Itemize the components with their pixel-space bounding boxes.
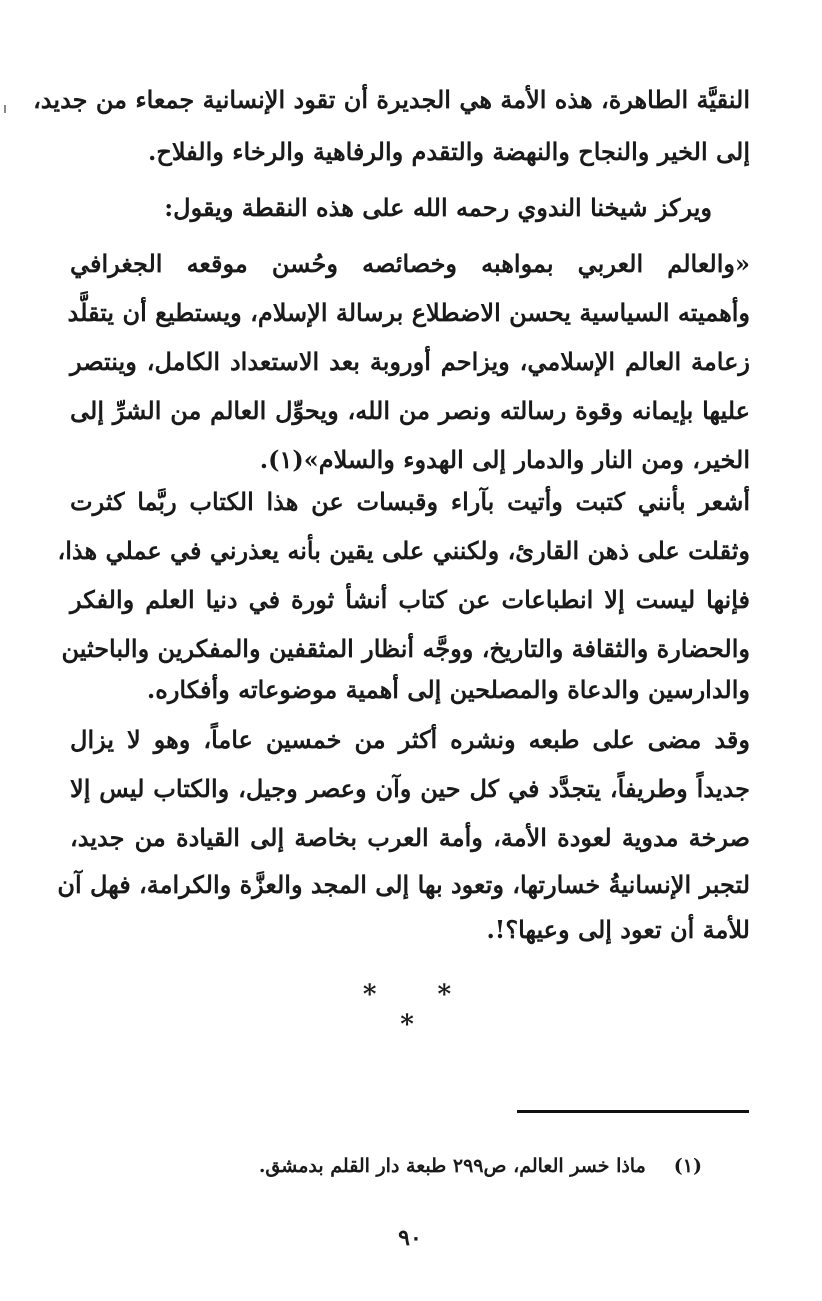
paragraph-5-line-5: للأمة أن تعود إلى وعيها؟!. <box>486 915 750 944</box>
footnote-text: ماذا خسر العالم، ص٢٩٩ طبعة دار القلم بدمشق. <box>258 1155 646 1177</box>
quote-line-3: زعامة العالم الإسلامي، ويزاحم أوروبة بعد الاستعداد الكامل، وينتصر <box>70 347 750 376</box>
paragraph-5-line-4: لتجبر الإنسانيةُ خسارتها، وتعود بها إلى المجد والعزَّة والكرامة، فهل آن <box>57 870 750 899</box>
footnote-rule <box>517 1110 749 1113</box>
paragraph-4-line-5: والدارسين والدعاة والمصلحين إلى أهمية موضوعاته وأفكاره. <box>146 675 750 704</box>
scan-mark <box>4 105 6 113</box>
paragraph-2-line-1: ويركز شيخنا الندوي رحمه الله على هذه النقطة ويقول: <box>164 193 712 222</box>
paragraph-4-line-3: فإنها ليست إلا انطباعات عن كتاب أنشأ ثورة في دنيا العلم والفكر <box>70 585 750 614</box>
paragraph-5-line-2: جديداً وطريفاً، يتجدَّد في كل حين وآن وعصر وجيل، والكتاب ليس إلا <box>70 774 750 803</box>
quote-line-2: وأهميته السياسية يحسن الاضطلاع برسالة الإسلام، ويستطيع أن يتقلَّد <box>67 298 750 327</box>
paragraph-5-line-3: صرخة مدوية لعودة الأمة، وأمة العرب بخاصة إلى القيادة من جديد، <box>70 823 750 852</box>
paragraph-4-line-4: والحضارة والثقافة والتاريخ، ووجَّه أنظار المثقفين والمفكرين والباحثين <box>61 634 750 663</box>
page-number: ٩٠ <box>398 1225 422 1251</box>
paragraph-4-line-2: وثقلت على ذهن القارئ، ولكنني على يقين بأنه يعذرني في عملي هذا، <box>57 536 750 565</box>
paragraph-1-line-2: إلى الخير والنجاح والنهضة والتقدم والرفاهية والرخاء والفلاح. <box>148 137 750 166</box>
paragraph-5-line-1: وقد مضى على طبعه ونشره أكثر من خمسين عاماً، وهو لا يزال <box>70 725 750 754</box>
footnote <box>259 1152 702 1180</box>
paragraph-4-line-1: أشعر بأنني كتبت وأتيت بآراء وقبسات عن هذا الكتاب ربَّما كثرت <box>70 487 750 516</box>
quote-line-1: «والعالم العربي بمواهبه وخصائصه وحُسن موقعه الجغرافي <box>70 249 750 278</box>
footnote-number: (١) <box>673 1155 702 1177</box>
quote-line-4: عليها بإيمانه وقوة رسالته ونصر من الله، ويحوِّل العالم من الشرِّ إلى <box>70 396 750 425</box>
section-separator: * * * <box>362 980 478 1040</box>
paragraph-1-line-1: النقيَّة الطاهرة، هذه الأمة هي الجديرة أن تقود الإنسانية جمعاء من جديد، <box>33 85 750 114</box>
quote-line-5: الخير، ومن النار والدمار إلى الهدوء والسلام»(١). <box>259 445 750 474</box>
